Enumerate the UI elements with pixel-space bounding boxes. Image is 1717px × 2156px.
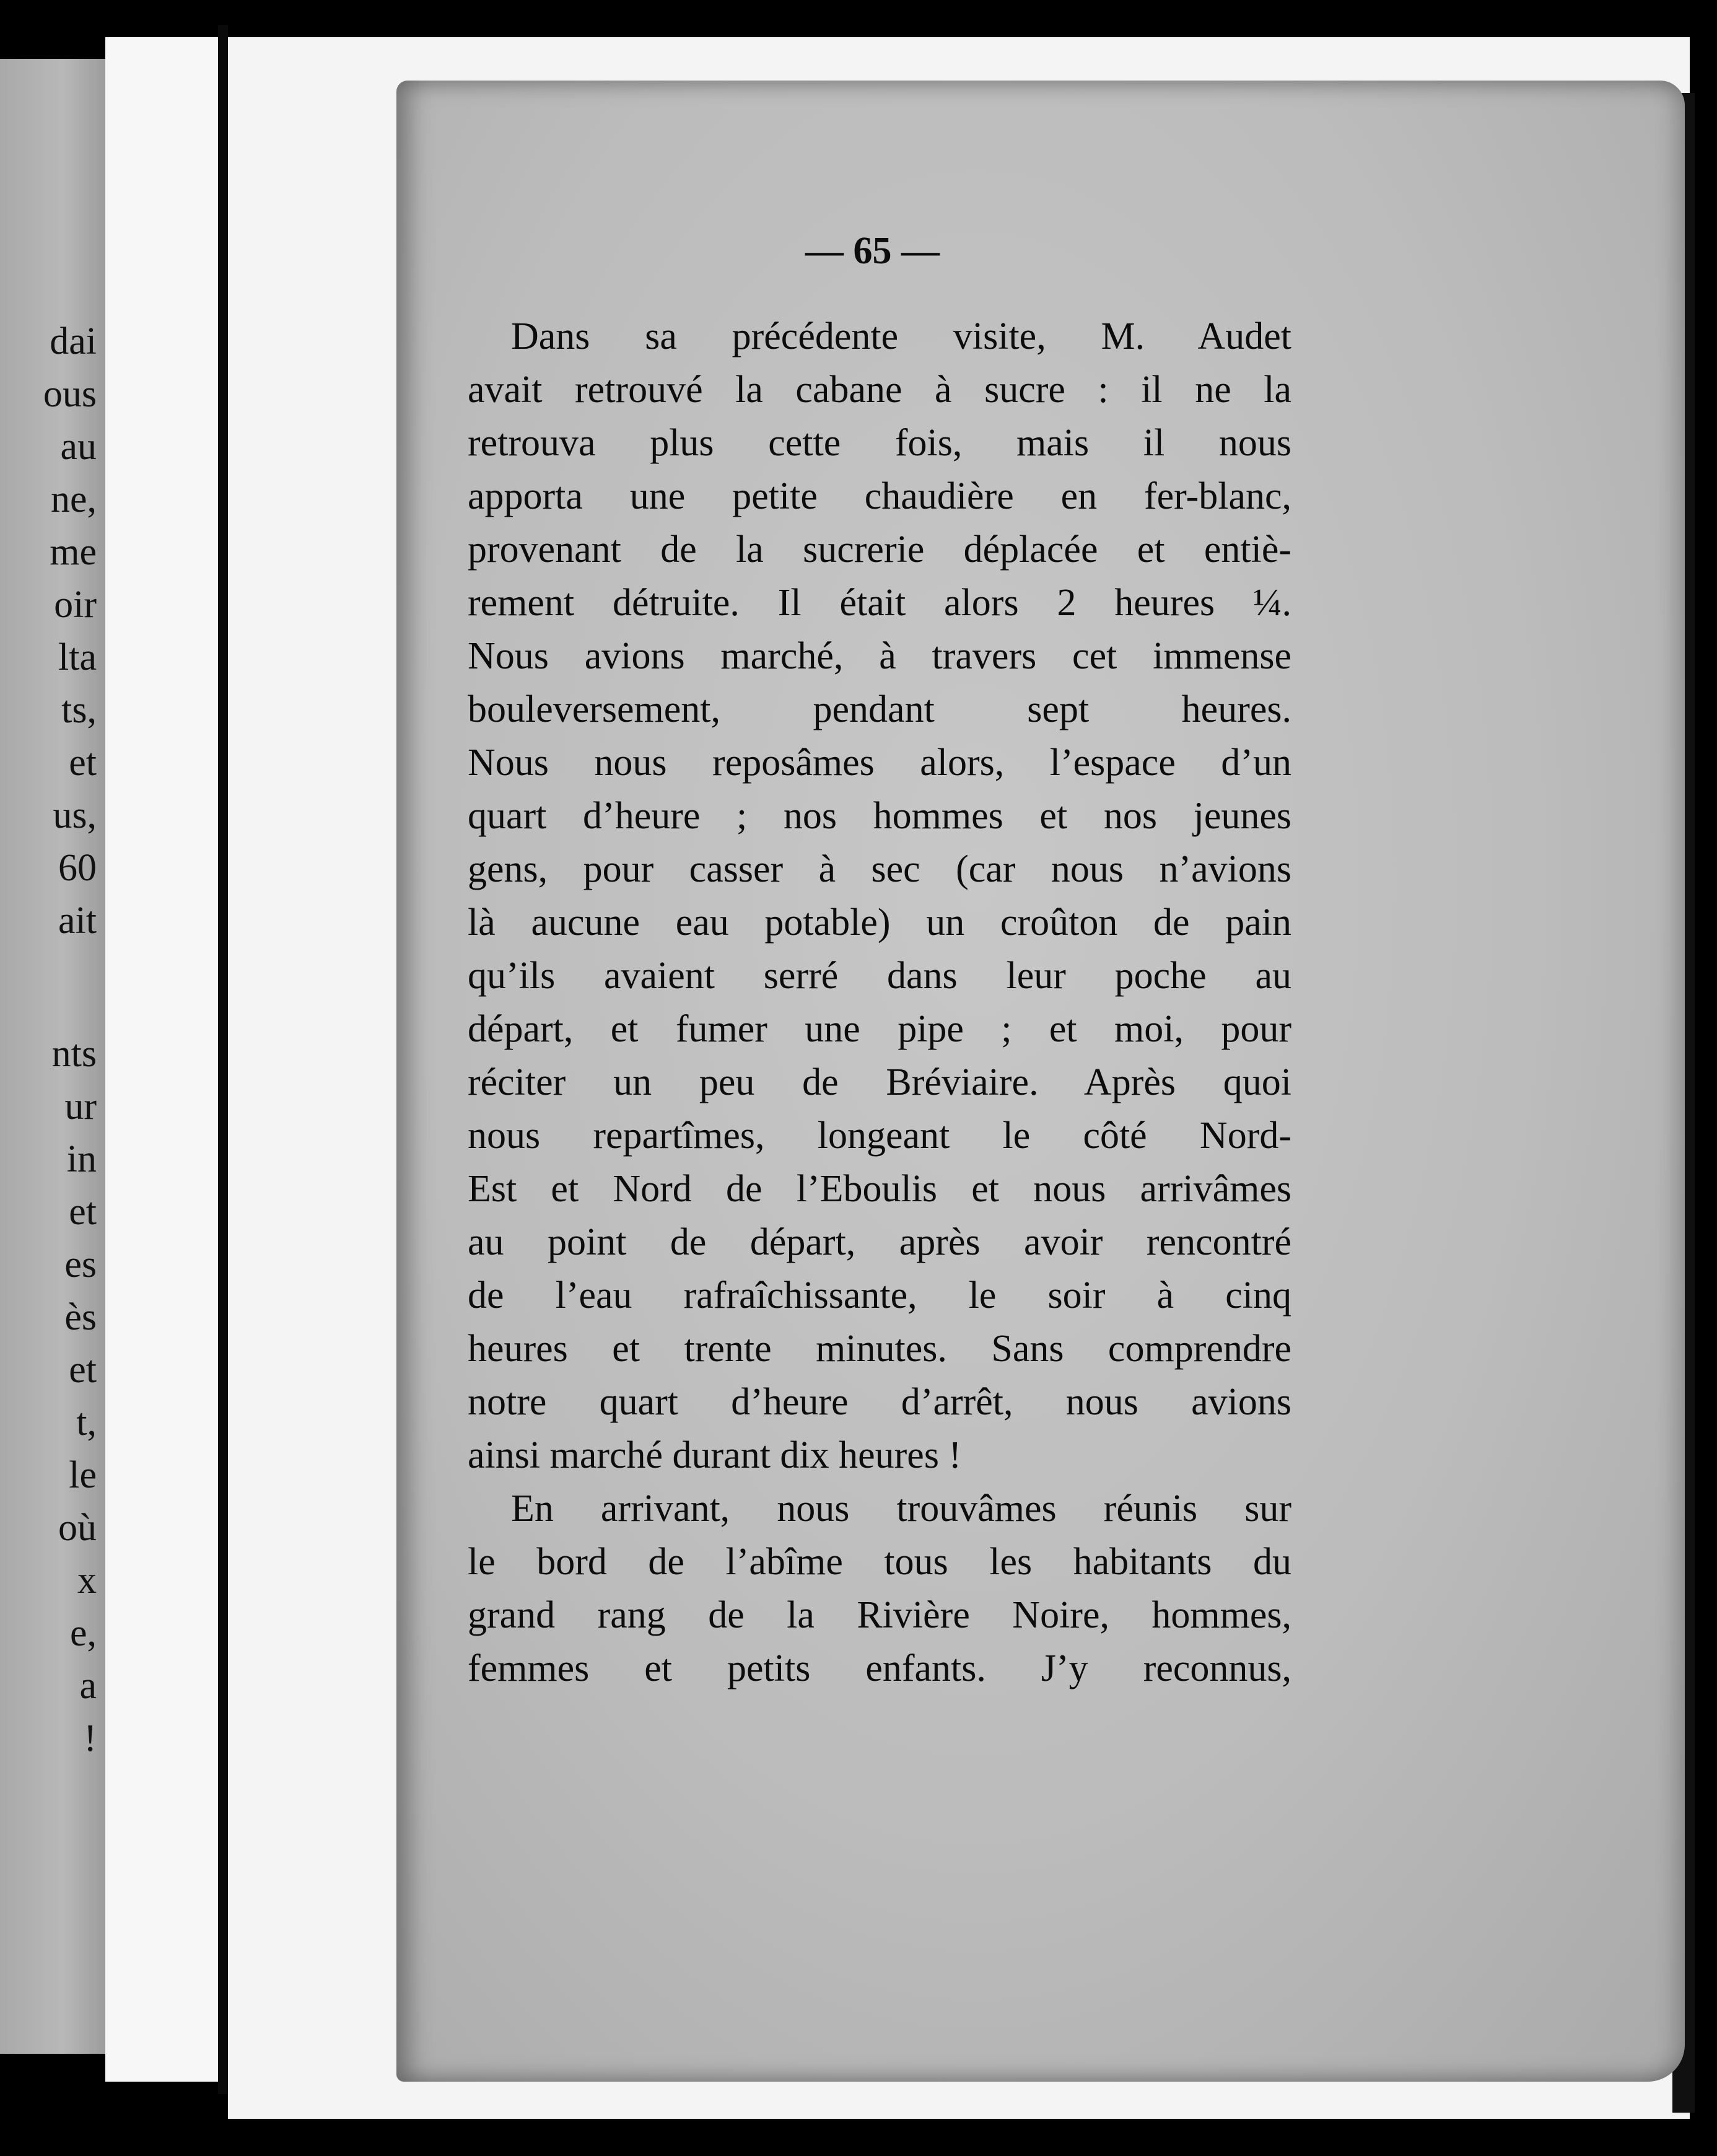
text-line: qu’ils avaient serré dans leur poche au <box>468 955 1291 997</box>
book-spine <box>218 25 228 2094</box>
text-line: quart d’heure ; nos hommes et nos jeunes <box>468 795 1291 837</box>
left-text-fragment: ait <box>58 900 97 942</box>
left-text-fragment: ! <box>84 1717 97 1759</box>
left-text-fragment: et <box>69 1191 97 1233</box>
left-text-fragment: in <box>66 1138 97 1180</box>
text-line: apporta une petite chaudière en fer-blanc, <box>468 475 1291 517</box>
text-line: le bord de l’abîme tous les habitants du <box>468 1541 1291 1583</box>
left-text-fragment: me <box>50 531 97 573</box>
text-line: nous repartîmes, longeant le côté Nord- <box>468 1115 1291 1157</box>
left-text-fragment: ts, <box>61 689 97 731</box>
left-text-fragment: e, <box>69 1612 97 1654</box>
left-text-fragment: ous <box>43 373 97 415</box>
text-line: bouleversement, pendant sept heures. <box>468 688 1291 730</box>
left-text-fragment: où <box>58 1507 97 1549</box>
left-text-fragment: oir <box>54 584 97 626</box>
text-line: rement détruite. Il était alors 2 heures ¼. <box>468 582 1291 624</box>
text-line: grand rang de la Rivière Noire, hommes, <box>468 1594 1291 1636</box>
left-text-fragment: et <box>69 1349 97 1391</box>
text-line: femmes et petits enfants. J’y reconnus, <box>468 1647 1291 1689</box>
left-text-fragment: 60 <box>58 847 97 889</box>
left-text-fragment: ur <box>64 1085 97 1128</box>
left-text-fragment: et <box>69 742 97 784</box>
text-line: gens, pour casser à sec (car nous n’avions <box>468 848 1291 890</box>
text-line: réciter un peu de Bréviaire. Après quoi <box>468 1061 1291 1103</box>
text-line: Est et Nord de l’Eboulis et nous arrivâmes <box>468 1168 1291 1210</box>
text-line: Nous nous reposâmes alors, l’espace d’un <box>468 742 1291 784</box>
left-text-fragment: lta <box>58 636 97 678</box>
text-line: notre quart d’heure d’arrêt, nous avions <box>468 1381 1291 1423</box>
text-line: au point de départ, après avoir rencontré <box>468 1221 1291 1263</box>
text-line: Dans sa précédente visite, M. Audet <box>511 315 1291 357</box>
page-number: — 65 — <box>805 230 940 272</box>
left-text-fragment: a <box>79 1665 97 1707</box>
left-text-fragment: ès <box>64 1296 97 1338</box>
text-line: retrouva plus cette fois, mais il nous <box>468 422 1291 464</box>
left-text-fragment: dai <box>50 320 97 362</box>
text-line: avait retrouvé la cabane à sucre : il ne la <box>468 369 1291 411</box>
text-line: là aucune eau potable) un croûton de pain <box>468 901 1291 944</box>
left-text-fragment: nts <box>51 1033 97 1075</box>
left-text-fragment: t, <box>76 1401 97 1444</box>
text-line: heures et trente minutes. Sans comprendre <box>468 1328 1291 1370</box>
left-text-fragment: le <box>69 1454 97 1496</box>
left-text-fragment: ne, <box>50 478 97 520</box>
left-text-fragment: us, <box>53 794 97 836</box>
left-text-fragment: au <box>60 426 97 468</box>
left-text-fragment: es <box>64 1243 97 1286</box>
left-page-fragment <box>0 59 105 2054</box>
text-line: Nous avions marché, à travers cet immense <box>468 635 1291 677</box>
text-line: de l’eau rafraîchissante, le soir à cinq <box>468 1274 1291 1317</box>
left-text-fragment: x <box>77 1559 97 1602</box>
text-line: En arrivant, nous trouvâmes réunis sur <box>511 1488 1291 1530</box>
text-line: provenant de la sucrerie déplacée et entiè- <box>468 528 1291 571</box>
page-body-text <box>468 310 1291 1695</box>
text-line: départ, et fumer une pipe ; et moi, pour <box>468 1008 1291 1050</box>
text-line: ainsi marché durant dix heures ! <box>468 1434 962 1476</box>
